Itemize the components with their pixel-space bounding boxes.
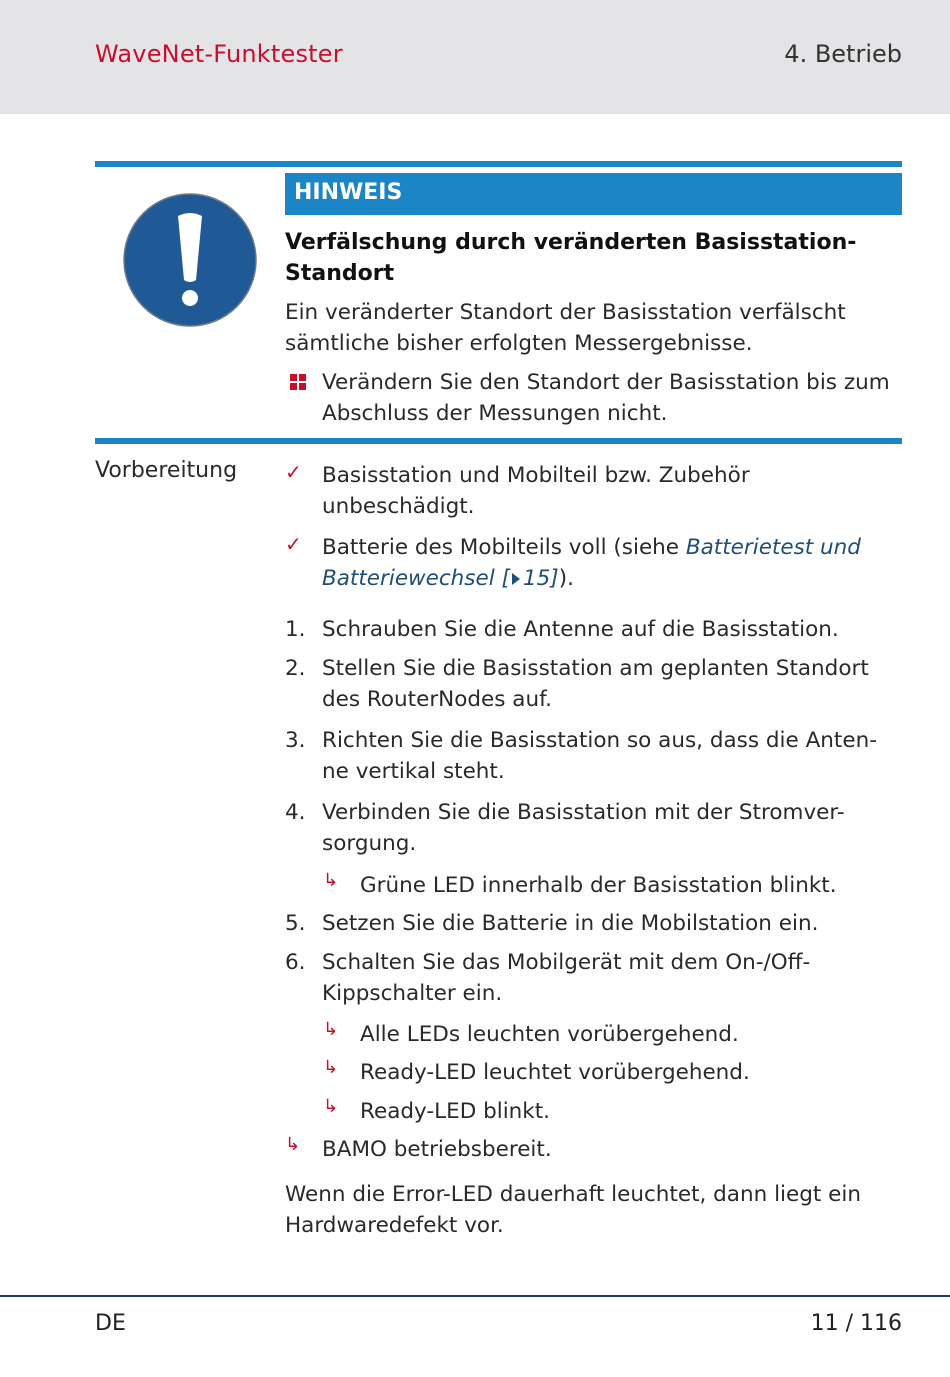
exclamation-icon: [122, 192, 258, 328]
battery-link[interactable]: Batterietest und Batteriewechsel [ 15]: [322, 535, 861, 591]
notice-label: HINWEIS: [285, 173, 902, 215]
footer-rule: [0, 1295, 950, 1297]
footer-language: DE: [95, 1311, 126, 1336]
page-header: [0, 0, 950, 114]
notice-bottom-rule: [95, 438, 902, 444]
result-arrow-icon: ↳: [323, 1019, 339, 1040]
notice-top-rule: [95, 161, 902, 167]
notice-body: Ein veränderter Standort der Basisstation verfälscht sämtliche bisher erfolgten Messergebnisse.: [285, 300, 846, 356]
chapter-title: 4. Betrieb: [784, 40, 902, 68]
result-arrow-icon: ↳: [285, 1134, 301, 1155]
result-arrow-icon: ↳: [323, 870, 339, 891]
document-title: WaveNet-Funktester: [95, 40, 343, 68]
footer-page-number: 11 / 116: [810, 1311, 902, 1336]
action-square-icon: [290, 374, 306, 390]
check-icon: ✓: [285, 532, 302, 556]
page-arrow-icon: [512, 573, 520, 585]
notice-action: Verändern Sie den Standort der Basisstation bis zum Abschluss der Messungen nicht.: [322, 370, 890, 426]
section-label: Vorbereitung: [95, 458, 238, 483]
closing-note: Wenn die Error-LED dauerhaft leuchtet, dann liegt ein Hardwaredefekt vor.: [285, 1182, 861, 1238]
result-arrow-icon: ↳: [323, 1057, 339, 1078]
result-arrow-icon: ↳: [323, 1096, 339, 1117]
notice-title: Verfälschung durch veränderten Basisstation-Standort: [285, 230, 857, 286]
check-icon: ✓: [285, 460, 302, 484]
